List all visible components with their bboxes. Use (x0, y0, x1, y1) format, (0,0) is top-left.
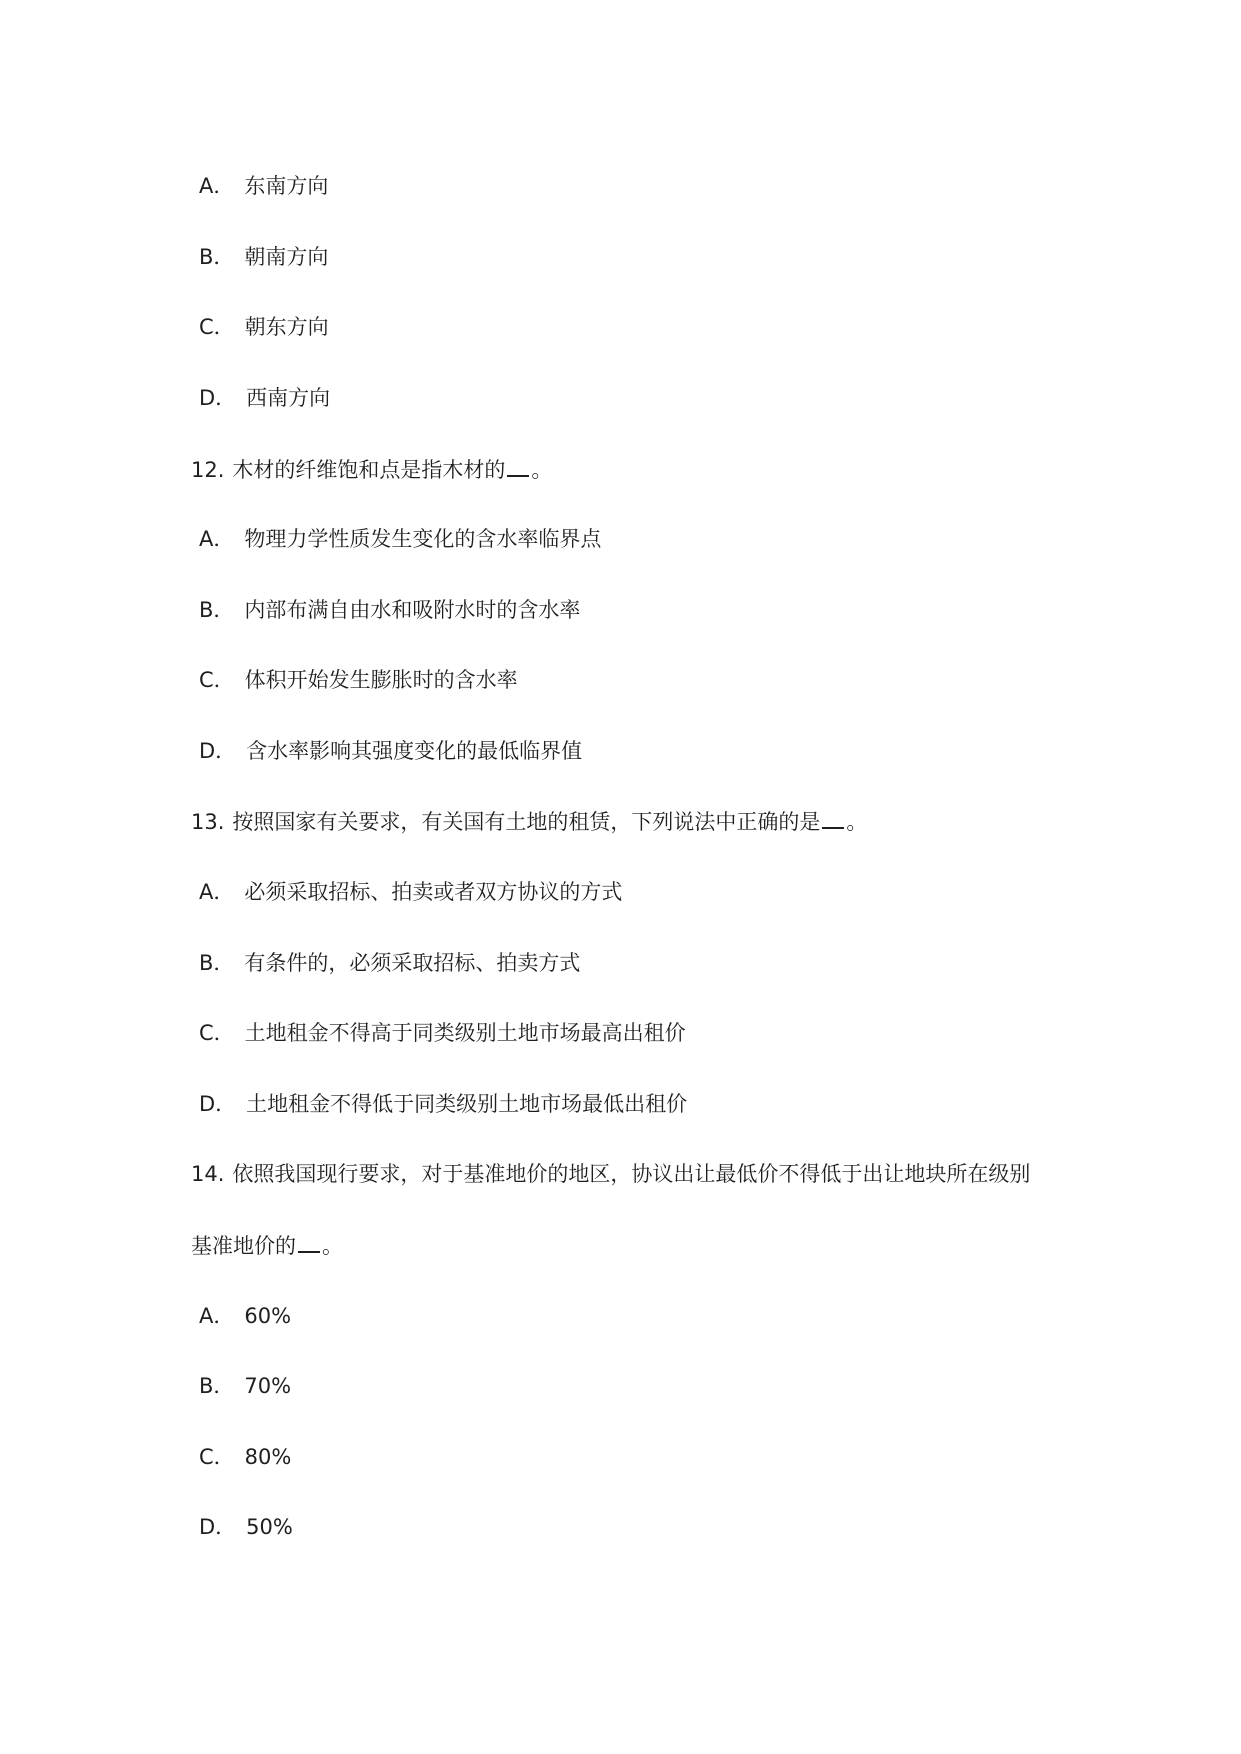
option-label: D． (199, 386, 237, 410)
option-c (199, 1443, 291, 1471)
question-number: 13. (191, 810, 225, 834)
option-label: C． (199, 1021, 235, 1045)
question-text: 木材的纤维饱和点是指木材的 (232, 458, 506, 482)
option-label: C． (199, 315, 235, 339)
option-label: A． (199, 1304, 235, 1328)
option-text: 朝南方向 (244, 245, 329, 269)
question-text: 按照国家有关要求，有关国有土地的租赁，下列说法中正确的是 (232, 810, 821, 834)
option-label: B． (199, 598, 235, 622)
option-c (199, 1019, 686, 1047)
option-text: 东南方向 (244, 174, 329, 198)
option-b (199, 1372, 291, 1400)
option-label: D． (199, 739, 237, 763)
question-text-end: 。 (322, 1234, 343, 1258)
question-14 (191, 1160, 1030, 1188)
option-a (199, 878, 622, 906)
option-d (199, 1513, 293, 1541)
question-number: 14. (191, 1162, 225, 1186)
option-a (199, 172, 328, 200)
option-text: 内部布满自由水和吸附水时的含水率 (244, 598, 581, 622)
question-number: 12. (191, 458, 225, 482)
option-c (199, 666, 518, 694)
option-text: 含水率影响其强度变化的最低临界值 (246, 739, 583, 763)
option-text: 物理力学性质发生变化的含水率临界点 (244, 527, 602, 551)
question-text: 基准地价的 (191, 1234, 296, 1258)
answer-blank (822, 807, 844, 829)
question-12 (191, 455, 552, 483)
option-text: 80% (244, 1445, 292, 1469)
option-d (199, 737, 582, 765)
answer-blank (298, 1231, 320, 1253)
option-c (199, 313, 329, 341)
option-label: C． (199, 668, 235, 692)
option-d (199, 384, 330, 412)
option-label: A． (199, 880, 235, 904)
option-label: B． (199, 951, 235, 975)
option-label: D． (199, 1515, 237, 1539)
question-14-continuation (191, 1231, 343, 1259)
option-b (199, 243, 328, 271)
option-text: 必须采取招标、拍卖或者双方协议的方式 (244, 880, 623, 904)
option-text: 50% (246, 1515, 293, 1539)
option-text: 土地租金不得低于同类级别土地市场最低出租价 (246, 1092, 688, 1116)
option-label: A． (199, 527, 235, 551)
option-text: 朝东方向 (244, 315, 329, 339)
option-label: C． (199, 1445, 235, 1469)
option-text: 有条件的，必须采取招标、拍卖方式 (244, 951, 581, 975)
option-text: 西南方向 (246, 386, 331, 410)
option-label: A． (199, 174, 235, 198)
option-text: 体积开始发生膨胀时的含水率 (244, 668, 518, 692)
question-text-end: 。 (846, 810, 868, 834)
question-13 (191, 807, 867, 835)
question-text: 依照我国现行要求，对于基准地价的地区，协议出让最低价不得低于出让地块所在级别 (232, 1162, 1031, 1186)
option-a (199, 1302, 291, 1330)
option-text: 60% (244, 1304, 292, 1328)
option-d (199, 1090, 687, 1118)
option-b (199, 596, 580, 624)
option-b (199, 949, 580, 977)
option-label: B． (199, 245, 235, 269)
answer-blank (507, 455, 529, 477)
option-label: B． (199, 1374, 235, 1398)
option-a (199, 525, 601, 553)
option-text: 土地租金不得高于同类级别土地市场最高出租价 (244, 1021, 686, 1045)
question-text-end: 。 (531, 458, 553, 482)
option-text: 70% (244, 1374, 292, 1398)
option-label: D． (199, 1092, 237, 1116)
